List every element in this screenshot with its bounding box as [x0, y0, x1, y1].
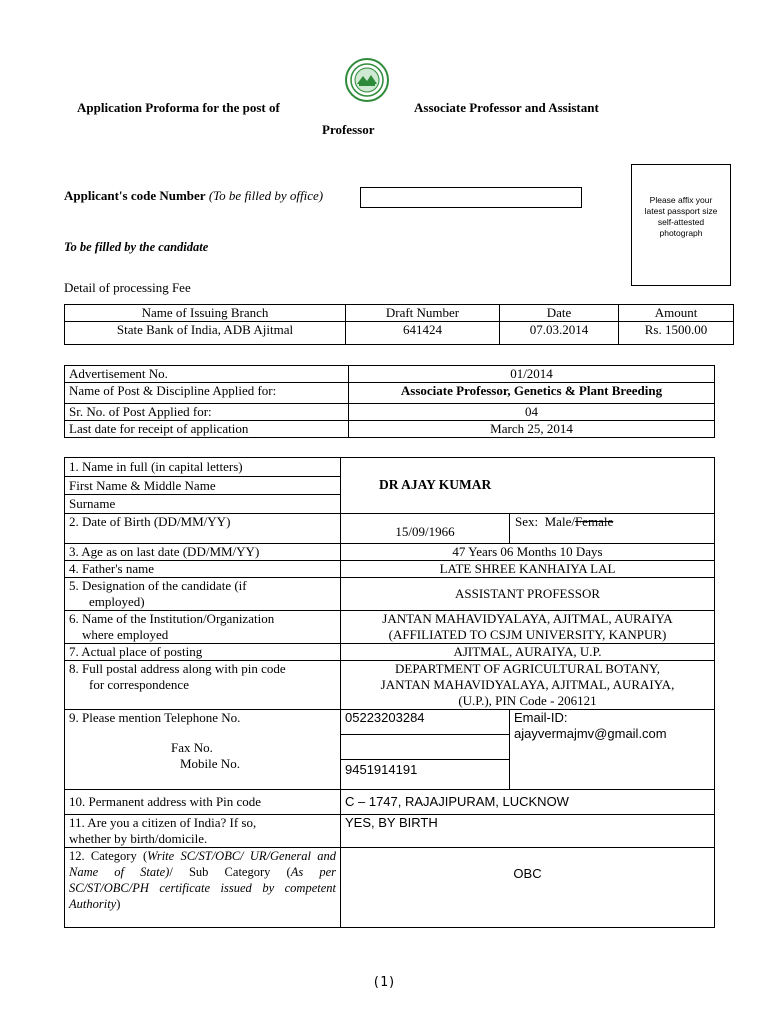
title-part-2: Associate Professor and Assistant [414, 100, 599, 115]
designation-value: ASSISTANT PROFESSOR [341, 577, 715, 610]
table-row [65, 814, 715, 847]
applicant-code-field[interactable] [360, 187, 582, 208]
permanent-address-value: C – 1747, RAJAJIPURAM, LUCKNOW [341, 789, 715, 814]
details-table [64, 457, 715, 928]
table-row [65, 383, 715, 404]
table-row [65, 643, 715, 660]
posting-label: 7. Actual place of posting [65, 643, 341, 660]
sex-female-struck: Female [574, 513, 614, 529]
name-value: DR AJAY KUMAR [341, 458, 715, 514]
designation-label-cell [65, 577, 341, 610]
fee-table [64, 304, 734, 345]
fax-label: Fax No. [171, 739, 213, 755]
mobile-value: 9451914191 [345, 761, 418, 777]
fee-date: 07.03.2014 [500, 322, 619, 345]
table-row [65, 513, 715, 543]
institution-value-cell [341, 610, 715, 643]
photo-box-line: self-attested [657, 217, 705, 227]
institution-label-1: 6. Name of the Institution/Organization [69, 610, 275, 626]
table-row [65, 577, 715, 610]
fee-amount: Rs. 1500.00 [619, 322, 734, 345]
sex-cell [510, 513, 715, 543]
designation-label-1: 5. Designation of the candidate (if [69, 577, 247, 593]
table-row [65, 322, 734, 345]
post-value: Associate Professor, Genetics & Plant Breeding [349, 383, 715, 404]
telephone-value: 05223203284 [341, 710, 509, 735]
telephone-label: 9. Please mention Telephone No. [69, 709, 241, 725]
sr-no-label: Sr. No. of Post Applied for: [65, 404, 349, 421]
citizen-value: YES, BY BIRTH [341, 814, 715, 847]
category-label-e: ) [116, 896, 121, 911]
dob-label: 2. Date of Birth (DD/MM/YY) [65, 513, 341, 543]
applicant-code-label-text: Applicant's code Number [64, 188, 206, 203]
father-label: 4. Father's name [65, 560, 341, 577]
citizen-label-2: whether by birth/domicile. [69, 830, 208, 846]
name-label-1: 1. Name in full (in capital letters) [65, 458, 340, 477]
category-label-c: / Sub Category ( [169, 864, 291, 879]
advert-label: Advertisement No. [65, 366, 349, 383]
table-row [65, 560, 715, 577]
sr-no-value: 04 [349, 404, 715, 421]
category-label-a: 12. Category ( [69, 848, 148, 863]
citizen-label-1: 11. Are you a citizen of India? If so, [69, 814, 257, 830]
title-part-3: Professor [322, 122, 375, 137]
age-label: 3. Age as on last date (DD/MM/YY) [65, 543, 341, 560]
telephone-label-cell [65, 709, 341, 789]
table-row [65, 543, 715, 560]
advert-value: 01/2014 [349, 366, 715, 383]
title-part-1: Application Proforma for the post of [77, 100, 280, 115]
applicant-code-note: (To be filled by office) [208, 188, 324, 203]
category-label-d: As per SC/ST/OBC/PH certificate issued by competent Authority [69, 864, 336, 911]
fee-label: Detail of processing Fee [64, 280, 191, 295]
institution-label-2: where employed [82, 626, 169, 642]
address-label-2: for correspondence [89, 676, 189, 692]
table-row [65, 789, 715, 814]
address-value-2: JANTAN MAHAVIDYALAYA, AJITMAL, AURAIYA, [380, 676, 675, 692]
email-label: Email-ID: [514, 709, 568, 725]
address-value-1: DEPARTMENT OF AGRICULTURAL BOTANY, [395, 660, 660, 676]
filled-by-candidate-heading: To be filled by the candidate [64, 240, 209, 254]
fax-value [341, 735, 509, 760]
dob-value: 15/09/1966 [341, 513, 510, 543]
table-row [65, 305, 734, 322]
institution-value-2: (AFFILIATED TO CSJM UNIVERSITY, KANPUR) [388, 626, 667, 642]
email-value: ajayvermajmv@gmail.com [514, 725, 667, 741]
category-label-b: Write SC/ST/OBC/ UR/General and Name of State) [69, 848, 336, 879]
photo-box-line: photograph [659, 228, 703, 238]
citizen-label-cell [65, 814, 341, 847]
post-label: Name of Post & Discipline Applied for: [65, 383, 349, 404]
address-value-3: (U.P.), PIN Code - 206121 [458, 692, 597, 708]
table-row [65, 709, 715, 789]
mobile-label: Mobile No. [180, 755, 240, 771]
name-label-3: Surname [69, 496, 116, 511]
fee-branch: State Bank of India, ADB Ajitmal [65, 322, 346, 345]
applicant-code-label [64, 188, 323, 204]
table-row [65, 847, 715, 927]
permanent-address-label: 10. Permanent address with Pin code [65, 789, 341, 814]
category-value: OBC [341, 847, 715, 927]
fee-header-amount: Amount [619, 305, 734, 322]
name-label-2: First Name & Middle Name [65, 477, 340, 496]
fee-header-date: Date [500, 305, 619, 322]
designation-label-2: employed) [89, 593, 145, 609]
university-seal-logo [345, 58, 389, 102]
photo-box-line: latest passport size [644, 206, 718, 216]
fee-draft-number: 641424 [346, 322, 500, 345]
institution-value-1: JANTAN MAHAVIDYALAYA, AJITMAL, AURAIYA [382, 610, 673, 626]
table-row [65, 421, 715, 438]
table-row [65, 458, 715, 514]
last-date-value: March 25, 2014 [349, 421, 715, 438]
address-label-cell [65, 660, 341, 709]
sex-label: Sex: [515, 513, 539, 529]
institution-label-cell [65, 610, 341, 643]
fee-header-draft: Draft Number [346, 305, 500, 322]
table-row [65, 660, 715, 709]
fee-header-branch: Name of Issuing Branch [65, 305, 346, 322]
name-label-cell [65, 458, 341, 514]
posting-value: AJITMAL, AURAIYA, U.P. [341, 643, 715, 660]
phone-values-cell [341, 709, 510, 789]
advertisement-table [64, 365, 715, 438]
address-label-1: 8. Full postal address along with pin code [69, 660, 286, 676]
last-date-label: Last date for receipt of application [65, 421, 349, 438]
photo-box-line: Please affix your [649, 195, 713, 205]
age-value: 47 Years 06 Months 10 Days [341, 543, 715, 560]
table-row [65, 404, 715, 421]
page-number: (1) [372, 975, 396, 990]
photo-box [631, 164, 731, 286]
table-row [65, 366, 715, 383]
address-value-cell [341, 660, 715, 709]
sex-male: Male/ [544, 513, 575, 529]
category-label-cell [65, 847, 341, 927]
table-row [65, 610, 715, 643]
email-cell [510, 709, 715, 789]
father-value: LATE SHREE KANHAIYA LAL [341, 560, 715, 577]
